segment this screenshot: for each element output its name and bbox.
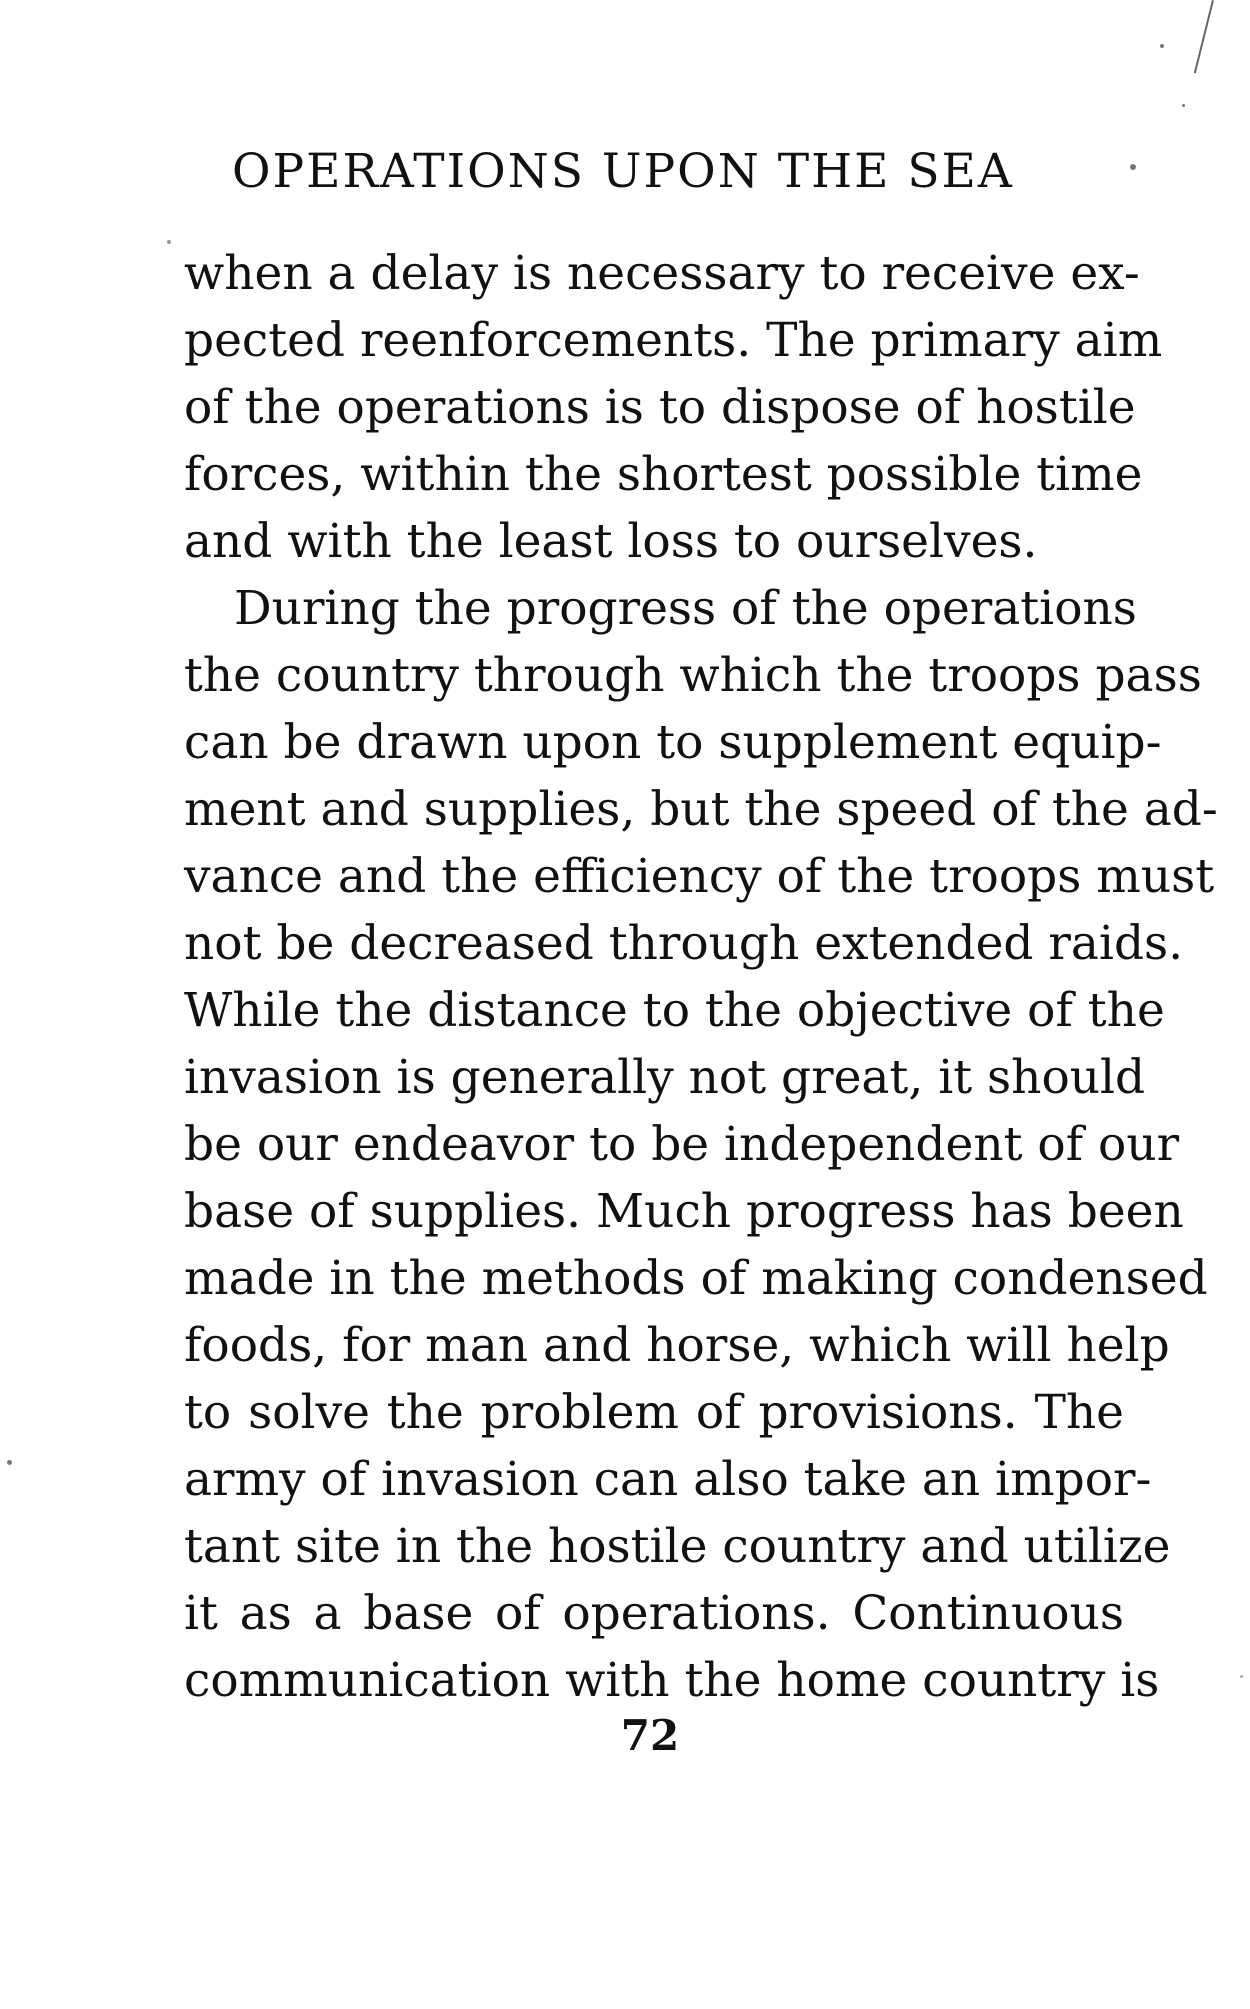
- text-line: army of invasion can also take an impor-: [184, 1452, 1152, 1507]
- text-line: During the progress of the operations: [234, 581, 1137, 636]
- scan-artifact-dot: [167, 240, 171, 244]
- paragraph: [184, 240, 1163, 575]
- scan-artifact-line: [1194, 0, 1214, 73]
- scan-artifact-dot: [1240, 1675, 1243, 1678]
- text-line: vance and the efficiency of the troops must: [184, 849, 1215, 904]
- text-line: can be drawn upon to supplement equip-: [184, 715, 1162, 770]
- text-line: be our endeavor to be independent of our: [184, 1117, 1180, 1172]
- text-line: forces, within the shortest possible time: [184, 447, 1143, 502]
- running-head: OPERATIONS UPON THE SEA: [232, 144, 1014, 199]
- text-line: While the distance to the objective of the: [184, 983, 1165, 1038]
- text-line: of the operations is to dispose of hostile: [184, 380, 1136, 435]
- text-line: pected reenforcements. The primary aim: [184, 313, 1163, 368]
- paragraph: [184, 575, 1218, 1714]
- text-line: tant site in the hostile country and utilize: [184, 1519, 1171, 1574]
- text-line: foods, for man and horse, which will help: [184, 1318, 1170, 1373]
- body-text: [184, 240, 1218, 1714]
- text-line: and with the least loss to ourselves.: [184, 514, 1038, 569]
- text-line: the country through which the troops pass: [184, 648, 1202, 703]
- text-line: to solve the problem of provisions. The: [184, 1385, 1124, 1440]
- text-line: invasion is generally not great, it should: [184, 1050, 1146, 1105]
- text-line: ment and supplies, but the speed of the ad-: [184, 782, 1218, 837]
- text-line: made in the methods of making condensed: [184, 1251, 1208, 1306]
- scan-artifact-dot: [7, 1460, 12, 1465]
- page-number: 72: [620, 1711, 680, 1760]
- text-line: not be decreased through extended raids.: [184, 916, 1184, 971]
- text-line: when a delay is necessary to receive ex-: [184, 246, 1140, 301]
- text-line: communication with the home country is: [184, 1653, 1160, 1708]
- text-line: base of supplies. Much progress has been: [184, 1184, 1184, 1239]
- text-line: it as a base of operations. Continuous: [184, 1586, 1124, 1641]
- scan-artifact-dot: [1160, 44, 1164, 48]
- scan-artifact-dot: [1130, 164, 1136, 170]
- scan-artifact-dot: [1182, 104, 1185, 107]
